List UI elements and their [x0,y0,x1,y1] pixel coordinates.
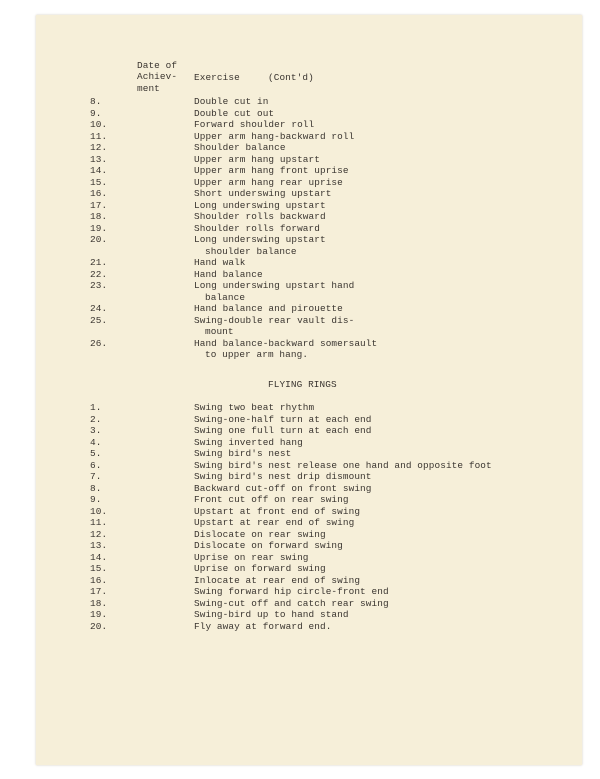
item-number: 6. [90,459,102,471]
item-number: 17. [90,586,108,597]
exercise-item: Swing two beat rhythm [194,402,315,413]
exercise-item: Shoulder rolls forward [194,222,320,234]
item-number: 16. [90,574,108,586]
item-number: 3. [90,425,102,436]
exercise-item: Fly away at forward end. [194,620,332,632]
exercise-item: Upper arm hang front uprise [194,165,349,176]
item-number: 15. [90,176,108,188]
item-number: 19. [90,222,108,234]
section-title-flying-rings: FLYING RINGS [268,379,337,390]
item-number: 9. [90,494,102,505]
exercise-item-continuation: mount [205,326,234,337]
exercise-item-continuation: to upper arm hang. [205,349,309,360]
exercise-item: Hand balance and pirouette [194,303,343,314]
item-number: 19. [90,609,108,620]
item-number: 13. [90,540,108,551]
exercise-item: Double cut in [194,96,269,107]
exercise-item: Uprise on rear swing [194,551,309,563]
exercise-item: Inlocate at rear end of swing [194,574,361,586]
exercise-item: Short underswing upstart [194,188,332,199]
exercise-item: Upper arm hang upstart [194,153,320,165]
exercise-item: Swing-one-half turn at each end [194,413,372,425]
item-number: 26. [90,337,108,349]
date-header-line3: ment [137,82,160,94]
item-number: 11. [90,517,108,528]
exercise-item: Long underswing upstart [194,199,326,211]
item-number: 14. [90,165,108,176]
item-number: 21. [90,257,108,268]
item-number: 4. [90,436,102,448]
date-header-line1: Date of [137,60,178,71]
exercise-item-continuation: shoulder balance [205,245,297,257]
item-number: 25. [90,314,108,326]
item-number: 20. [90,620,108,632]
exercise-item: Upstart at rear end of swing [194,517,355,528]
exercise-item: Front cut off on rear swing [194,494,349,505]
item-number: 15. [90,563,108,574]
exercise-item: Swing-double rear vault dis- [194,314,355,326]
item-number: 20. [90,234,108,245]
exercise-item: Swing-cut off and catch rear swing [194,597,389,609]
exercise-item: Shoulder balance [194,142,286,153]
exercise-item: Upper arm hang rear uprise [194,176,343,188]
item-number: 10. [90,505,108,517]
exercise-item: Backward cut-off on front swing [194,482,372,494]
item-number: 11. [90,130,108,142]
item-number: 18. [90,597,108,609]
item-number: 10. [90,119,108,130]
exercise-item: Hand balance [194,268,263,280]
exercise-item: Dislocate on forward swing [194,540,343,551]
exercise-item: Shoulder rolls backward [194,211,326,222]
exercise-item: Hand balance-backward somersault [194,337,378,349]
item-number: 17. [90,199,108,211]
exercise-item: Swing bird's nest release one hand and opposite foot [194,459,492,471]
exercise-item: Swing inverted hang [194,436,303,448]
item-number: 12. [90,528,108,540]
item-number: 8. [90,96,102,107]
item-number: 24. [90,303,108,314]
item-number: 14. [90,551,108,563]
exercise-item: Dislocate on rear swing [194,528,326,540]
item-number: 2. [90,413,102,425]
exercise-item: Swing bird's nest drip dismount [194,471,372,482]
item-number: 13. [90,153,108,165]
exercise-item: Upper arm hang-backward roll [194,130,355,142]
exercise-item: Swing-bird up to hand stand [194,609,349,620]
exercise-item: Swing bird's nest [194,448,292,459]
exercise-item: Swing one full turn at each end [194,425,372,436]
exercise-item: Uprise on forward swing [194,563,326,574]
exercise-item: Upstart at front end of swing [194,505,361,517]
continued-label: (Cont'd) [268,72,314,83]
exercise-item-continuation: balance [205,291,246,303]
exercise-item: Double cut out [194,107,275,119]
exercise-item: Long underswing upstart [194,234,326,245]
item-number: 1. [90,402,102,413]
item-number: 8. [90,482,102,494]
exercise-item: Hand walk [194,257,246,268]
item-number: 23. [90,280,108,291]
exercise-item: Swing forward hip circle-front end [194,586,389,597]
item-number: 9. [90,107,102,119]
item-number: 5. [90,448,102,459]
exercise-header: Exercise [194,72,240,83]
item-number: 7. [90,471,102,482]
item-number: 16. [90,188,108,199]
item-number: 18. [90,211,108,222]
exercise-item: Long underswing upstart hand [194,280,355,291]
item-number: 22. [90,268,108,280]
date-header-line2: Achiev- [137,71,178,83]
exercise-item: Forward shoulder roll [194,119,315,130]
date-of-achievement-header [137,60,177,94]
item-number: 12. [90,142,108,153]
